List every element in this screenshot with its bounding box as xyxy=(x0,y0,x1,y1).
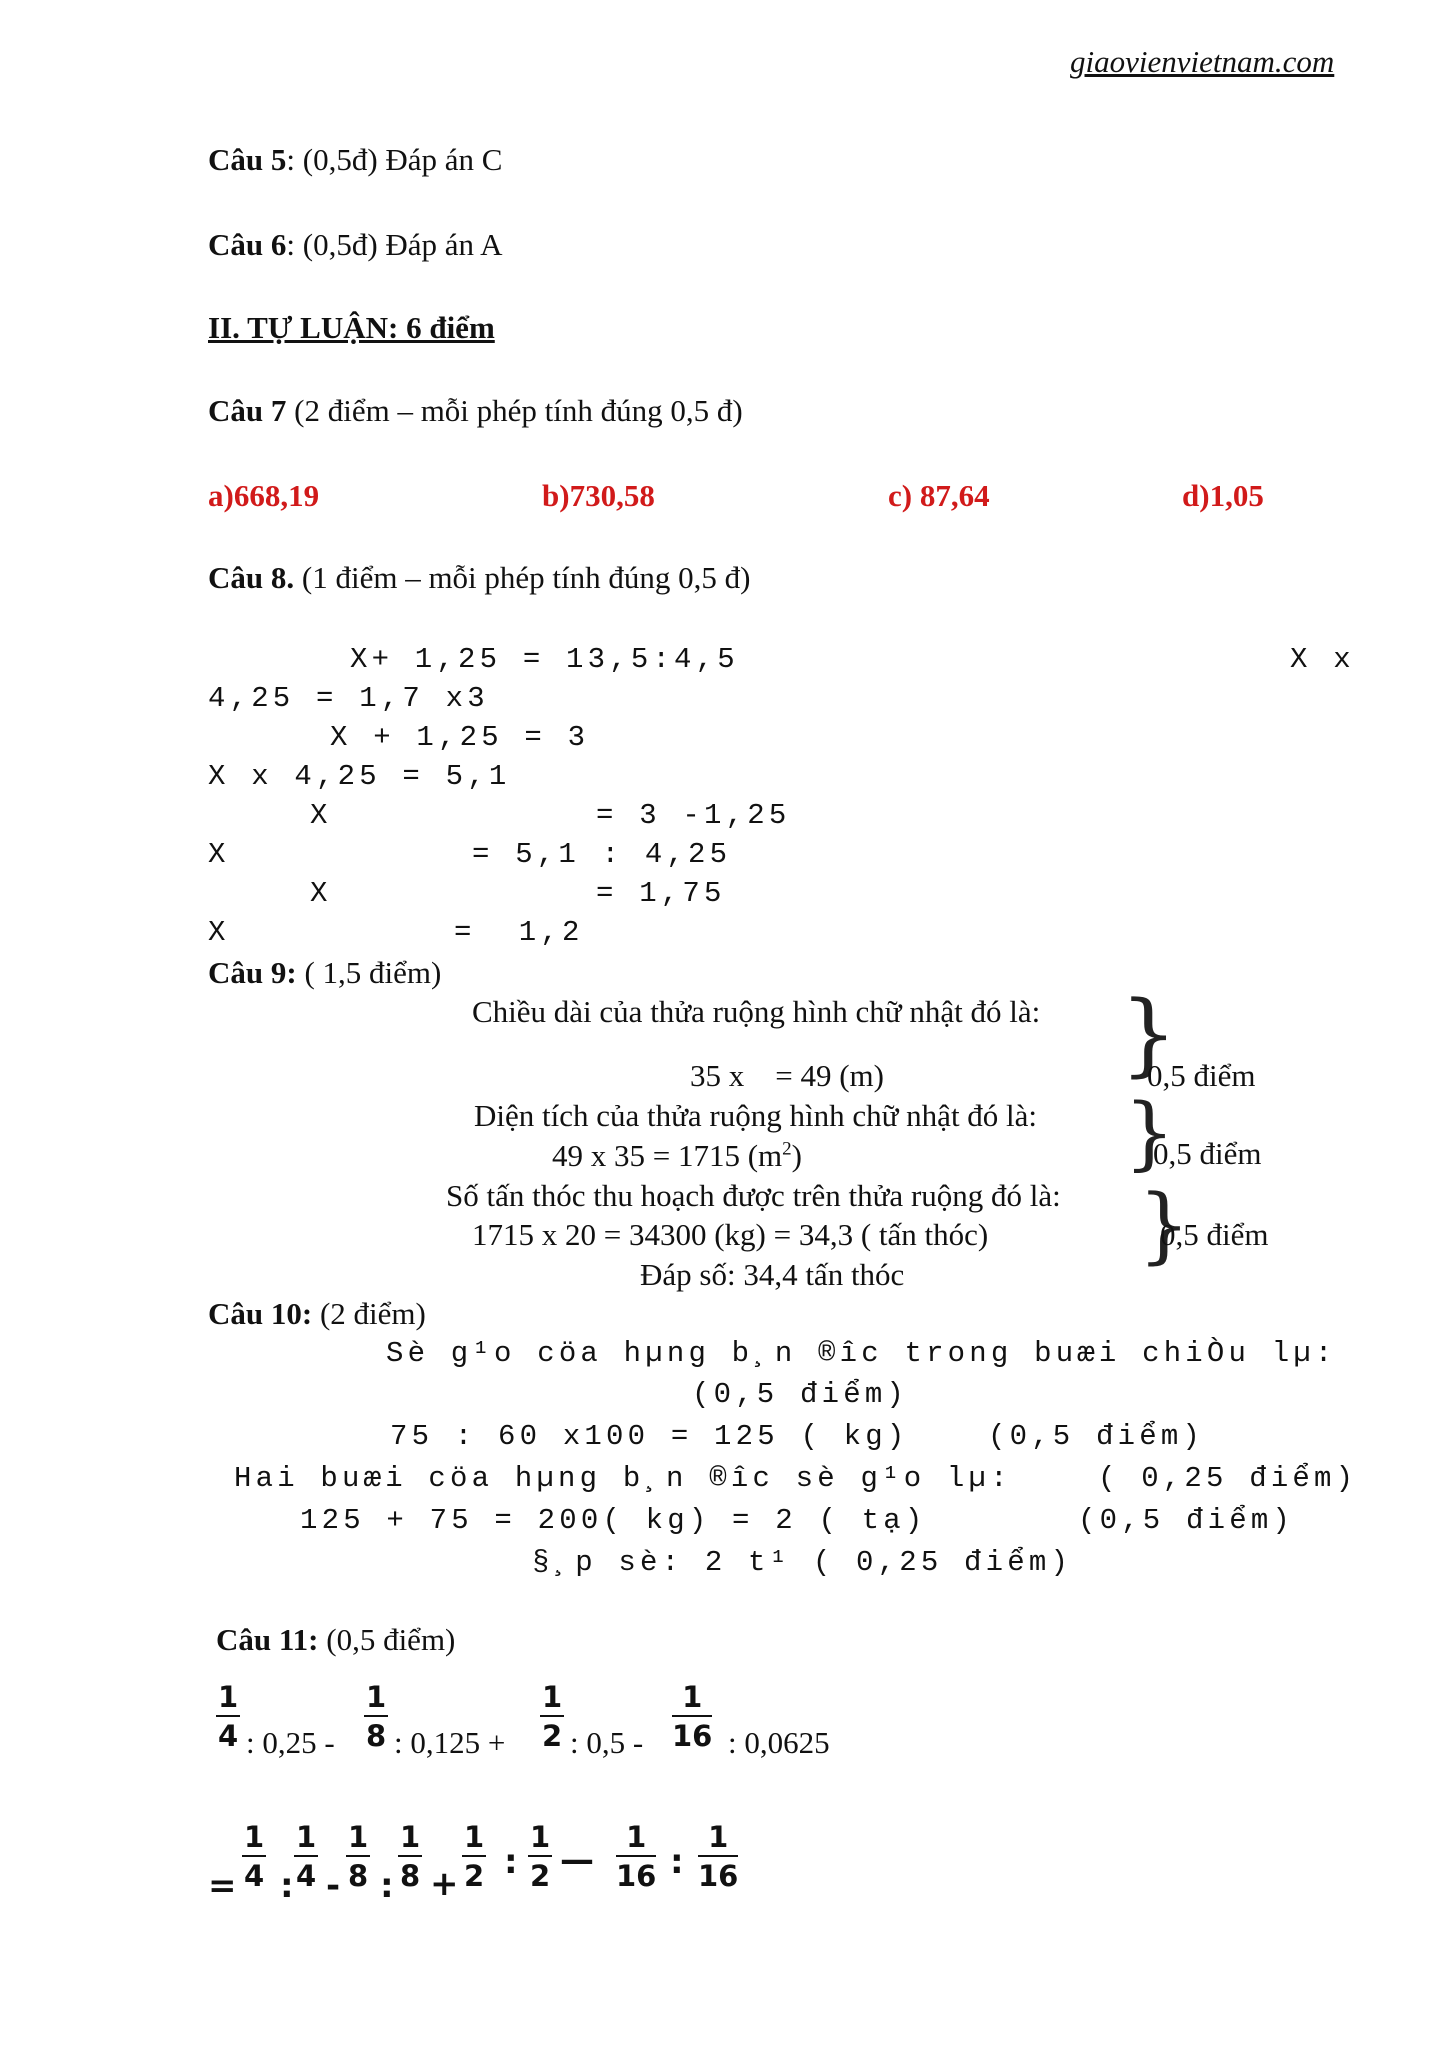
q9-answer: Đáp số: 34,4 tấn thóc xyxy=(640,1257,905,1292)
q10-line-2: (0,5 điểm) xyxy=(692,1378,909,1411)
fraction xyxy=(216,1682,240,1752)
answer-b: b)730,58 xyxy=(542,478,655,513)
q9-points-3: 0,5 điểm xyxy=(1160,1217,1269,1252)
calc-line: X x 4,25 = 5,1 xyxy=(208,760,511,793)
operator: : xyxy=(504,1842,518,1882)
question-10 xyxy=(208,1296,426,1332)
equals-sign: = xyxy=(208,1866,237,1906)
question-10-text: (2 điểm) xyxy=(312,1296,426,1331)
fraction-numerator: 1 xyxy=(542,1680,563,1714)
q10-line-3-points: (0,5 điểm) xyxy=(988,1420,1205,1453)
brace-icon: } xyxy=(1138,1178,1191,1273)
q10-line-4: Hai buæi cöa hµng b¸n ®îc sè g¹o lµ: xyxy=(234,1462,1012,1495)
q9-line-3: Diện tích của thửa ruộng hình chữ nhật đó là: xyxy=(474,1098,1038,1133)
question-7-label: Câu 7 xyxy=(208,393,287,428)
fraction xyxy=(364,1682,388,1752)
q10-line-3: 75 : 60 x100 = 125 ( kg) xyxy=(390,1420,909,1453)
question-9 xyxy=(208,955,441,991)
question-7 xyxy=(208,393,743,429)
fraction-numerator: 1 xyxy=(244,1820,265,1854)
operator: : xyxy=(670,1842,684,1882)
question-11-text: (0,5 điểm) xyxy=(318,1622,456,1657)
fraction-bar xyxy=(528,1855,552,1857)
q9-line-6: 1715 x 20 = 34300 (kg) = 34,3 ( tấn thóc) xyxy=(472,1217,989,1252)
fraction-denominator: 2 xyxy=(464,1859,485,1894)
fraction-numerator: 1 xyxy=(530,1820,551,1854)
fraction xyxy=(528,1822,552,1892)
fraction-bar xyxy=(698,1855,738,1857)
q10-line-1: Sè g¹o cöa hµng b¸n ®îc trong buæi chiÒu lµ: xyxy=(386,1337,1337,1370)
q9-points-1: 0,5 điểm xyxy=(1147,1058,1256,1093)
q9-points-2: 0,5 điểm xyxy=(1153,1136,1262,1171)
operator: - xyxy=(326,1866,341,1906)
calc-line: X xyxy=(310,877,332,910)
expr-term: : 0,125 + xyxy=(394,1725,506,1760)
fraction-bar xyxy=(398,1855,422,1857)
calc-line: X xyxy=(310,799,332,832)
question-6 xyxy=(208,227,502,263)
fraction-denominator: 16 xyxy=(698,1859,739,1894)
fraction-bar xyxy=(462,1855,486,1857)
calc-line: = 1,75 xyxy=(596,877,726,910)
fraction-numerator: 1 xyxy=(626,1820,647,1854)
expr-term: : 0,25 - xyxy=(246,1725,335,1760)
expr-term: : 0,5 - xyxy=(570,1725,644,1760)
fraction xyxy=(462,1822,486,1892)
question-5-text: : (0,5đ) Đáp án C xyxy=(286,142,503,177)
fraction-denominator: 4 xyxy=(218,1719,239,1754)
fraction-numerator: 1 xyxy=(296,1820,317,1854)
fraction-denominator: 16 xyxy=(616,1859,657,1894)
calc-line: 4,25 = 1,7 x3 xyxy=(208,682,489,715)
operator: + xyxy=(430,1864,459,1904)
answer-a: a)668,19 xyxy=(208,478,320,513)
q9-line-2: 35 x = 49 (m) xyxy=(690,1058,884,1093)
fraction-numerator: 1 xyxy=(348,1820,369,1854)
question-5-label: Câu 5 xyxy=(208,142,287,177)
q9-line-4 xyxy=(552,1138,802,1174)
fraction-bar xyxy=(616,1855,656,1857)
calc-line: = 5,1 : 4,25 xyxy=(472,838,732,871)
fraction-bar xyxy=(672,1715,712,1717)
calc-line: X+ 1,25 = 13,5:4,5 xyxy=(350,643,739,676)
fraction-numerator: 1 xyxy=(708,1820,729,1854)
fraction-denominator: 8 xyxy=(348,1859,369,1894)
question-8-label: Câu 8. xyxy=(208,560,295,595)
fraction-denominator: 8 xyxy=(400,1859,421,1894)
brace-icon: } xyxy=(1120,982,1178,1087)
fraction-numerator: 1 xyxy=(682,1680,703,1714)
question-7-text: (2 điểm – mỗi phép tính đúng 0,5 đ) xyxy=(286,393,743,428)
question-8 xyxy=(208,560,750,596)
q10-line-6: §¸p sè: 2 t¹ ( 0,25 điểm) xyxy=(532,1546,1073,1579)
fraction xyxy=(672,1682,712,1752)
fraction-bar xyxy=(540,1715,564,1717)
q9-line-4-text: 49 x 35 = 1715 (m xyxy=(552,1138,783,1173)
fraction-bar xyxy=(364,1715,388,1717)
fraction-bar xyxy=(294,1855,318,1857)
fraction xyxy=(698,1822,738,1892)
question-5 xyxy=(208,142,502,178)
question-11 xyxy=(216,1622,455,1658)
fraction-bar xyxy=(346,1855,370,1857)
question-11-label: Câu 11: xyxy=(216,1622,319,1657)
answer-c: c) 87,64 xyxy=(888,478,990,513)
question-9-label: Câu 9: xyxy=(208,955,297,990)
fraction-bar xyxy=(242,1855,266,1857)
q10-line-5: 125 + 75 = 200( kg) = 2 ( tạ) xyxy=(300,1504,927,1537)
fraction xyxy=(616,1822,656,1892)
fraction-denominator: 2 xyxy=(530,1859,551,1894)
calc-line: X xyxy=(208,838,230,871)
question-6-text: : (0,5đ) Đáp án A xyxy=(286,227,503,262)
question-6-label: Câu 6 xyxy=(208,227,287,262)
fraction-denominator: 16 xyxy=(672,1719,713,1754)
q10-line-5-points: (0,5 điểm) xyxy=(1078,1504,1295,1537)
operator: — xyxy=(560,1840,594,1880)
fraction xyxy=(346,1822,370,1892)
calc-line: X xyxy=(208,916,230,949)
fraction xyxy=(294,1822,318,1892)
q9-line-5: Số tấn thóc thu hoạch được trên thửa ruộng đó là: xyxy=(446,1178,1061,1213)
site-url[interactable]: giaovienvietnam.com xyxy=(1070,44,1335,79)
operator: : xyxy=(280,1866,294,1906)
q10-line-4-points: ( 0,25 điểm) xyxy=(1098,1462,1358,1495)
q9-line-4-end: ) xyxy=(791,1138,802,1173)
calc-line: = 3 -1,25 xyxy=(596,799,791,832)
fraction-numerator: 1 xyxy=(400,1820,421,1854)
question-8-text: (1 điểm – mỗi phép tính đúng 0,5 đ) xyxy=(294,560,751,595)
calc-line: X x xyxy=(1290,643,1355,676)
answer-d: d)1,05 xyxy=(1182,478,1264,513)
fraction-numerator: 1 xyxy=(366,1680,387,1714)
expr-term: : 0,0625 xyxy=(728,1725,830,1760)
q9-line-1: Chiều dài của thửa ruộng hình chữ nhật đó là: xyxy=(472,994,1041,1029)
brace-icon: } xyxy=(1124,1086,1175,1179)
fraction xyxy=(398,1822,422,1892)
question-9-text: ( 1,5 điểm) xyxy=(296,955,442,990)
fraction-numerator: 1 xyxy=(464,1820,485,1854)
fraction xyxy=(242,1822,266,1892)
calc-line: = 1,2 xyxy=(454,916,584,949)
fraction-denominator: 4 xyxy=(296,1859,317,1894)
calc-line: X + 1,25 = 3 xyxy=(330,721,590,754)
section-title: II. TỰ LUẬN: 6 điểm xyxy=(208,310,495,345)
fraction xyxy=(540,1682,564,1752)
fraction-numerator: 1 xyxy=(218,1680,239,1714)
fraction-denominator: 8 xyxy=(366,1719,387,1754)
fraction-denominator: 2 xyxy=(542,1719,563,1754)
q9-line-4-sup: 2 xyxy=(782,1138,792,1160)
fraction-denominator: 4 xyxy=(244,1859,265,1894)
question-10-label: Câu 10: xyxy=(208,1296,313,1331)
operator: : xyxy=(380,1866,394,1906)
fraction-bar xyxy=(216,1715,240,1717)
